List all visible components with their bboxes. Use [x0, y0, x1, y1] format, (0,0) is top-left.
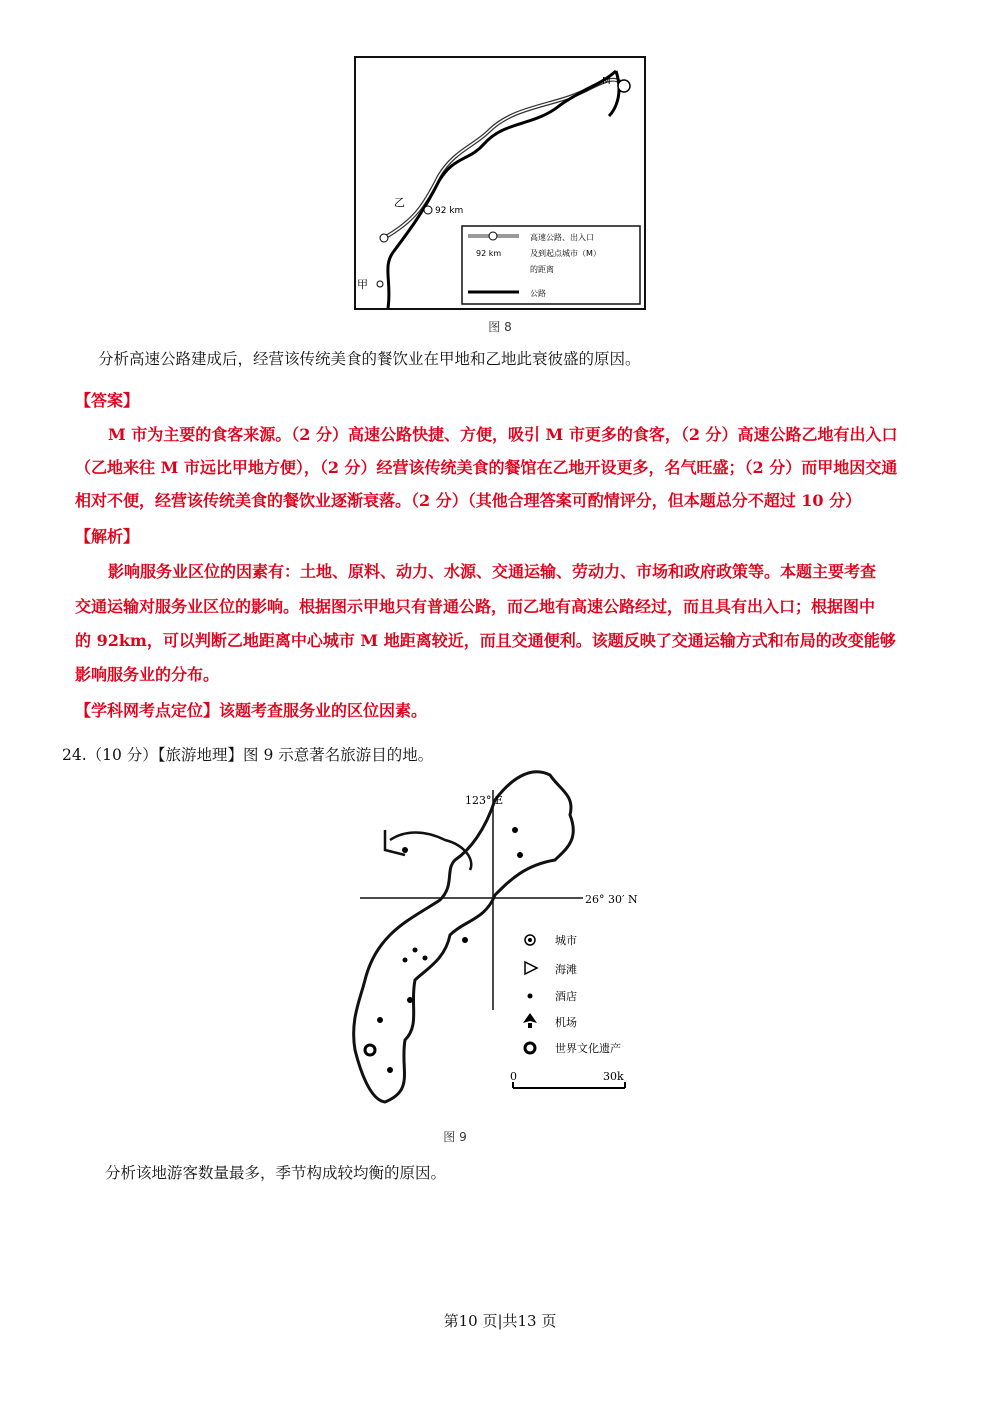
legend-highway: 高速公路、出入口 — [530, 233, 594, 242]
latitude-label: 26° 30′ N — [585, 893, 638, 906]
legend-city: 城市 — [555, 934, 577, 947]
answer-heading: 【答案】 — [75, 391, 140, 410]
legend-heritage: 世界文化遗产 — [555, 1042, 621, 1055]
label-distance: 92 km — [435, 206, 464, 216]
answer-line-3: 相对不便，经营该传统美食的餐饮业逐渐衰落。（2 分）（其他合理答案可酌情评分，但本题总分不超过 10 分） — [75, 491, 862, 510]
figure-9-caption: 图 9 — [443, 1130, 467, 1144]
legend-airport: 机场 — [555, 1016, 577, 1029]
scale-end: 30k — [603, 1070, 624, 1083]
figure-8-map — [354, 56, 646, 310]
answer-line-2: （乙地来往 M 市远比甲地方便），（2 分）经营该传统美食的餐馆在乙地开设更多，名气旺盛；（2 分）而甲地因交通 — [75, 458, 898, 477]
legend-highway-3: 的距离 — [530, 265, 554, 274]
figure-9-map — [345, 770, 675, 1120]
answer-line-1: M 市为主要的食客来源。（2 分）高速公路快捷、方便，吸引 M 市更多的食客，（2 分）高速公路乙地有出入口 — [108, 425, 898, 444]
figure-8-caption: 图 8 — [488, 320, 512, 334]
analysis-line-1: 影响服务业区位的因素有：土地、原料、动力、水源、交通运输、劳动力、市场和政府政策等。本题主要考查 — [108, 562, 877, 581]
legend-road: 公路 — [530, 289, 546, 298]
label-jia: 甲 — [357, 278, 368, 291]
analysis-heading: 【解析】 — [75, 527, 140, 546]
legend-hotel: 酒店 — [555, 990, 577, 1003]
analysis-line-4: 影响服务业的分布。 — [75, 665, 220, 684]
label-yi: 乙 — [394, 196, 405, 209]
longitude-label: 123° E — [465, 794, 504, 807]
analysis-line-2: 交通运输对服务业区位的影响。根据图示甲地只有普通公路，而乙地有高速公路经过，而且具有出入口；根据图中 — [75, 597, 876, 616]
highway-map — [354, 56, 646, 310]
question-intro: 分析高速公路建成后，经营该传统美食的餐饮业在甲地和乙地此衰彼盛的原因。 — [98, 350, 641, 368]
analysis-line-3: 的 92km，可以判断乙地距离中心城市 M 地距离较近，而且交通便利。该题反映了交通运输方式和布局的改变能够 — [75, 631, 896, 650]
legend-beach: 海滩 — [555, 963, 577, 976]
legend-highway-2: 及到起点城市（M） — [530, 249, 601, 258]
legend-distance: 92 km — [476, 249, 502, 258]
question-24-prompt: 分析该地游客数量最多，季节构成较均衡的原因。 — [105, 1164, 447, 1182]
question-24: 24.（10 分）【旅游地理】图 9 示意著名旅游目的地。 — [62, 746, 434, 764]
locator: 【学科网考点定位】该题考查服务业的区位因素。 — [75, 701, 428, 720]
island-map — [345, 770, 675, 1120]
page-footer: 第10 页|共13 页 — [443, 1312, 557, 1330]
scale-start: 0 — [510, 1070, 517, 1083]
label-m: M — [602, 76, 611, 87]
